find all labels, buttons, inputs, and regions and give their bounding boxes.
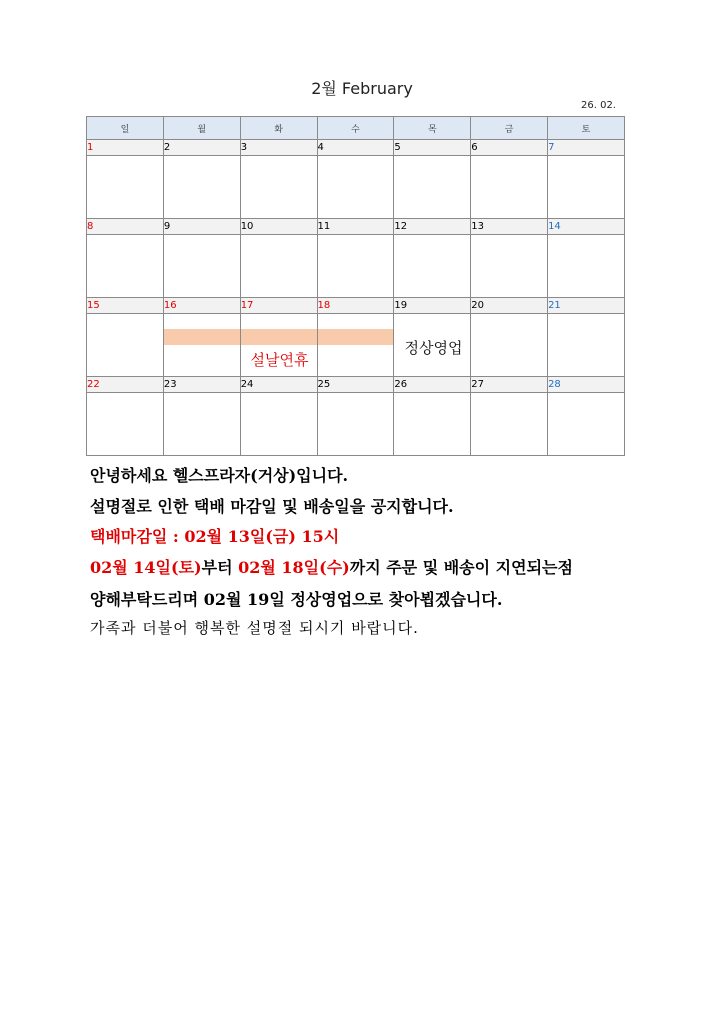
day-number: 19 [394,298,471,314]
day-number: 27 [471,377,548,393]
day-number: 24 [240,377,317,393]
day-number: 11 [317,219,394,235]
page-title: 2월 February [311,79,413,98]
day-number: 6 [471,140,548,156]
day-number: 18 [317,298,394,314]
day-number: 21 [548,298,625,314]
day-number: 3 [240,140,317,156]
day-number: 4 [317,140,394,156]
day-cell [240,393,317,456]
day-number: 25 [317,377,394,393]
day-cell [548,393,625,456]
week-4-cells [87,393,625,456]
day-number: 22 [87,377,164,393]
day-number: 7 [548,140,625,156]
day-number: 2 [163,140,240,156]
week-1-numbers [87,140,625,156]
day-number: 10 [240,219,317,235]
calendar-table [86,116,625,456]
weekday-tue: 화 [240,117,317,140]
weekday-wed: 수 [317,117,394,140]
weekday-thu: 목 [394,117,471,140]
week-1-cells [87,156,625,219]
holiday-bar [318,329,394,345]
week-4-numbers [87,377,625,393]
day-cell [394,393,471,456]
week-2-cells [87,235,625,298]
day-cell [317,393,394,456]
day-number: 5 [394,140,471,156]
date-code: 26. 02. [581,100,616,111]
delay-start-date: 02월 14일(토) [90,558,202,577]
day-number: 14 [548,219,625,235]
delay-connector: 부터 [201,558,239,577]
day-number: 1 [87,140,164,156]
day-cell [317,235,394,298]
weekday-fri: 금 [471,117,548,140]
day-number: 23 [163,377,240,393]
day-cell [317,156,394,219]
day-cell [548,314,625,377]
day-cell [87,314,164,377]
notice-closing: 가족과 더불어 행복한 설명절 되시기 바랍니다. [90,619,419,637]
weekday-sun: 일 [87,117,164,140]
holiday-label: 설날연휴 [250,351,309,369]
day-cell [548,235,625,298]
notice-delay-period [90,555,573,578]
day-cell [548,156,625,219]
day-cell [240,235,317,298]
notice-announcement: 설명절로 인한 택배 마감일 및 배송일을 공지합니다. [90,497,454,516]
notice-reopen: 양해부탁드리며 02월 19일 정상영업으로 찾아뵙겠습니다. [90,590,503,609]
day-cell [471,393,548,456]
day-number: 16 [163,298,240,314]
notice-deadline: 택배마감일 : 02월 13일(금) 15시 [90,527,340,546]
day-number: 26 [394,377,471,393]
day-cell [163,235,240,298]
day-cell [163,393,240,456]
weekday-mon: 월 [163,117,240,140]
day-number: 17 [240,298,317,314]
day-number: 20 [471,298,548,314]
day-cell [87,235,164,298]
day-cell [394,156,471,219]
delay-end-date: 02월 18일(수) [238,558,350,577]
day-number: 8 [87,219,164,235]
day-cell [163,156,240,219]
day-cell [471,314,548,377]
week-2-numbers [87,219,625,235]
holiday-bar [164,329,240,345]
weekday-header-row [87,117,625,140]
day-number: 15 [87,298,164,314]
day-cell [471,235,548,298]
day-number: 9 [163,219,240,235]
day-number: 28 [548,377,625,393]
day-cell [471,156,548,219]
day-cell [240,156,317,219]
day-number: 13 [471,219,548,235]
day-number: 12 [394,219,471,235]
weekday-sat: 토 [548,117,625,140]
week-3-numbers [87,298,625,314]
day-cell [394,235,471,298]
day-cell [87,393,164,456]
open-label: 정상영업 [404,339,463,357]
holiday-bar [241,329,317,345]
delay-description: 까지 주문 및 배송이 지연되는점 [349,558,573,577]
notice-greeting: 안녕하세요 헬스프라자(거상)입니다. [90,466,349,485]
day-cell [87,156,164,219]
